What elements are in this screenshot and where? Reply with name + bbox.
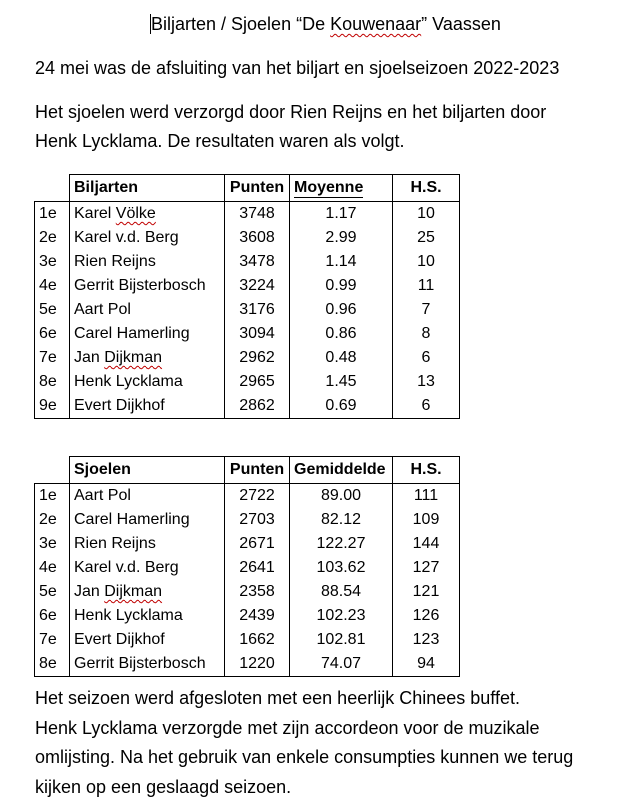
header-sjoelen: Sjoelen [70, 457, 225, 484]
name-cell: Aart Pol [70, 484, 225, 509]
hs-cell: 144 [393, 532, 460, 556]
intro-line-1: 24 mei was de afsluiting van het biljart en sjoelseizoen 2022-2023 [35, 58, 560, 78]
punten-cell: 1662 [225, 628, 290, 652]
gemiddelde-cell: 102.81 [290, 628, 393, 652]
hs-cell: 121 [393, 580, 460, 604]
hs-cell: 25 [393, 226, 460, 250]
header-biljarten: Biljarten [70, 175, 225, 202]
rank-cell: 2e [35, 508, 70, 532]
rank-cell: 9e [35, 394, 70, 419]
table-row [35, 202, 460, 227]
table-row [35, 346, 460, 370]
rank-cell: 5e [35, 298, 70, 322]
header-punten: Punten [225, 457, 290, 484]
name-cell: Henk Lycklama [70, 370, 225, 394]
misspelled-word: Völke [115, 205, 156, 222]
rank-cell: 6e [35, 322, 70, 346]
table-row [35, 394, 460, 419]
punten-cell: 3608 [225, 226, 290, 250]
hs-cell: 13 [393, 370, 460, 394]
name-cell: Jan Dijkman [70, 346, 225, 370]
punten-cell: 2671 [225, 532, 290, 556]
biljarten-table [34, 174, 460, 419]
rank-cell: 8e [35, 370, 70, 394]
punten-cell: 3176 [225, 298, 290, 322]
hs-cell: 6 [393, 394, 460, 419]
header-gemiddelde: Gemiddelde [290, 457, 393, 484]
hs-cell: 11 [393, 274, 460, 298]
header-punten: Punten [225, 175, 290, 202]
hs-cell: 126 [393, 604, 460, 628]
gemiddelde-cell: 122.27 [290, 532, 393, 556]
moyenne-cell: 1.17 [290, 202, 393, 227]
header-rank [35, 175, 70, 202]
punten-cell: 2439 [225, 604, 290, 628]
name-cell: Jan Dijkman [70, 580, 225, 604]
name-cell: Carel Hamerling [70, 322, 225, 346]
name-cell: Karel v.d. Berg [70, 226, 225, 250]
hs-cell: 123 [393, 628, 460, 652]
gemiddelde-cell: 82.12 [290, 508, 393, 532]
table-row [35, 508, 460, 532]
table-row [35, 322, 460, 346]
moyenne-cell: 2.99 [290, 226, 393, 250]
misspelled-word: Dijkman [104, 583, 163, 600]
name-cell: Karel Völke [70, 202, 225, 227]
rank-cell: 1e [35, 484, 70, 509]
punten-cell: 3478 [225, 250, 290, 274]
gemiddelde-cell: 103.62 [290, 556, 393, 580]
hs-cell: 127 [393, 556, 460, 580]
table-row [35, 532, 460, 556]
header-hs: H.S. [393, 457, 460, 484]
punten-cell: 2722 [225, 484, 290, 509]
rank-cell: 5e [35, 580, 70, 604]
rank-cell: 3e [35, 532, 70, 556]
intro-line-3: Henk Lycklama. De resultaten waren als volgt. [35, 131, 405, 151]
closing-line-3: omlijsting. Na het gebruik van enkele consumpties kunnen we terug [35, 747, 574, 767]
punten-cell: 2358 [225, 580, 290, 604]
rank-cell: 1e [35, 202, 70, 227]
moyenne-cell: 0.96 [290, 298, 393, 322]
punten-cell: 2862 [225, 394, 290, 419]
sjoelen-table [34, 456, 460, 677]
intro-line-2: Het sjoelen werd verzorgd door Rien Reijns en het biljarten door [35, 102, 547, 122]
table-row [35, 370, 460, 394]
closing-line-1: Het seizoen werd afgesloten met een heerlijk Chinees buffet. [35, 688, 520, 708]
hs-cell: 109 [393, 508, 460, 532]
punten-cell: 3748 [225, 202, 290, 227]
table-row [35, 484, 460, 509]
name-cell: Aart Pol [70, 298, 225, 322]
hs-cell: 10 [393, 250, 460, 274]
closing-line-4: kijken op een geslaagd seizoen. [35, 777, 292, 797]
closing-line-2: Henk Lycklama verzorgde met zijn accordeon voor de muzikale [35, 718, 540, 738]
name-cell: Henk Lycklama [70, 604, 225, 628]
punten-cell: 2962 [225, 346, 290, 370]
punten-cell: 2641 [225, 556, 290, 580]
name-cell: Rien Reijns [70, 532, 225, 556]
header-moyenne: Moyenne [290, 175, 393, 202]
rank-cell: 6e [35, 604, 70, 628]
punten-cell: 3094 [225, 322, 290, 346]
name-cell: Gerrit Bijsterbosch [70, 274, 225, 298]
table-row [35, 226, 460, 250]
name-cell: Carel Hamerling [70, 508, 225, 532]
table-row [35, 628, 460, 652]
moyenne-cell: 0.86 [290, 322, 393, 346]
name-cell: Gerrit Bijsterbosch [70, 652, 225, 677]
moyenne-cell: 1.14 [290, 250, 393, 274]
punten-cell: 2703 [225, 508, 290, 532]
punten-cell: 3224 [225, 274, 290, 298]
gemiddelde-cell: 88.54 [290, 580, 393, 604]
title-part1: Biljarten / Sjoelen “De [151, 14, 331, 34]
punten-cell: 1220 [225, 652, 290, 677]
rank-cell: 7e [35, 346, 70, 370]
table-row [35, 274, 460, 298]
name-cell: Evert Dijkhof [70, 628, 225, 652]
rank-cell: 4e [35, 274, 70, 298]
hs-cell: 7 [393, 298, 460, 322]
table-row [35, 250, 460, 274]
hs-cell: 111 [393, 484, 460, 509]
sjoelen-header-row [35, 457, 460, 484]
rank-cell: 4e [35, 556, 70, 580]
document-title [150, 14, 501, 35]
gemiddelde-cell: 102.23 [290, 604, 393, 628]
table-row [35, 298, 460, 322]
title-part2: ” Vaassen [421, 14, 501, 34]
table-row [35, 604, 460, 628]
name-cell: Evert Dijkhof [70, 394, 225, 419]
hs-cell: 94 [393, 652, 460, 677]
rank-cell: 3e [35, 250, 70, 274]
header-hs: H.S. [393, 175, 460, 202]
name-cell: Rien Reijns [70, 250, 225, 274]
name-cell: Karel v.d. Berg [70, 556, 225, 580]
gemiddelde-cell: 89.00 [290, 484, 393, 509]
rank-cell: 8e [35, 652, 70, 677]
misspelled-word: Dijkman [104, 349, 163, 366]
hs-cell: 10 [393, 202, 460, 227]
biljarten-header-row [35, 175, 460, 202]
rank-cell: 7e [35, 628, 70, 652]
hs-cell: 8 [393, 322, 460, 346]
table-row [35, 652, 460, 677]
moyenne-cell: 1.45 [290, 370, 393, 394]
header-rank [35, 457, 70, 484]
moyenne-cell: 0.99 [290, 274, 393, 298]
rank-cell: 2e [35, 226, 70, 250]
gemiddelde-cell: 74.07 [290, 652, 393, 677]
moyenne-cell: 0.69 [290, 394, 393, 419]
table-row [35, 556, 460, 580]
table-row [35, 580, 460, 604]
hs-cell: 6 [393, 346, 460, 370]
moyenne-cell: 0.48 [290, 346, 393, 370]
title-misspelled-word[interactable]: Kouwenaar [330, 14, 422, 34]
punten-cell: 2965 [225, 370, 290, 394]
